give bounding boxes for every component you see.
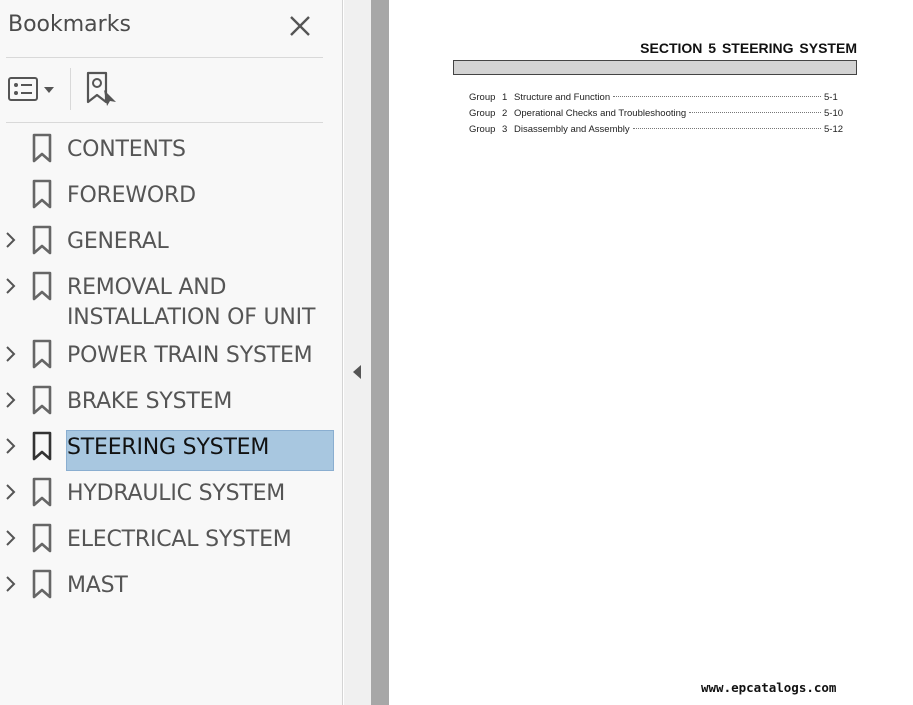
bookmark-icon [32,339,52,369]
toc-title: Disassembly and Assembly [514,124,630,135]
bookmark-item[interactable] [0,431,343,477]
chevron-right-icon[interactable] [4,437,18,455]
chevron-right-icon[interactable] [4,345,18,363]
toc-leader-dots [613,96,821,97]
new-bookmark-button[interactable] [82,70,122,110]
header-divider [6,57,323,58]
bookmark-icon [32,385,52,415]
chevron-right-icon[interactable] [4,483,18,501]
bookmark-label: POWER TRAIN SYSTEM [67,343,313,368]
chevron-right-icon[interactable] [4,391,18,409]
toc-row[interactable] [469,108,852,124]
chevron-right-icon[interactable] [4,231,18,249]
bookmark-icon [32,179,52,209]
triangle-left-icon [350,362,364,382]
bookmark-icon [32,477,52,507]
collapse-panel-button[interactable] [350,362,364,382]
toc-number: 3 [502,124,508,135]
bookmark-label: STEERING SYSTEM [66,430,334,471]
chevron-right-icon[interactable] [4,529,18,547]
toc-page-number: 5-10 [824,108,844,119]
bookmark-item[interactable] [0,225,343,271]
bookmark-item[interactable] [0,523,343,569]
toc-title: Operational Checks and Troubleshooting [514,108,687,119]
bookmark-label: MAST [67,573,128,598]
toc-page-number: 5-1 [824,92,838,103]
toc-number: 1 [502,92,508,103]
toc-page-number: 5-12 [824,124,844,135]
bookmark-label: HYDRAULIC SYSTEM [67,481,286,506]
section-bar [453,60,857,75]
panel-splitter[interactable] [344,0,371,705]
bookmark-item[interactable] [0,385,343,431]
toc-leader-dots [689,112,821,113]
chevron-right-icon[interactable] [4,575,18,593]
bookmark-icon [32,133,52,163]
bookmark-label: REMOVAL AND INSTALLATION OF UNIT [67,275,316,330]
bookmark-icon [32,225,52,255]
page-gutter [371,0,389,705]
toc-row[interactable] [469,92,852,108]
bookmark-icon [32,569,52,599]
toolbar-divider [6,122,323,123]
bookmark-icon [32,523,52,553]
table-of-contents [469,92,852,140]
options-button[interactable] [6,72,58,108]
bookmark-icon [32,271,52,301]
bookmark-item[interactable] [0,569,343,615]
bookmark-item[interactable] [0,179,343,225]
watermark: www.epcatalogs.com [701,680,837,695]
bookmark-label: ELECTRICAL SYSTEM [67,527,292,552]
bookmark-label: GENERAL [67,229,169,254]
bookmark-item[interactable] [0,339,343,385]
bookmark-item[interactable] [0,271,343,339]
bookmark-label: CONTENTS [67,137,186,162]
chevron-right-icon[interactable] [4,277,18,295]
toc-number: 2 [502,108,508,119]
list-options-icon [6,72,58,108]
toc-group: Group [469,108,496,119]
toc-group: Group [469,124,496,135]
section-title: SECTION 5 STEERING SYSTEM [640,40,857,56]
bookmark-icon [32,431,52,461]
close-icon [286,12,314,40]
bookmarks-panel [0,0,343,705]
new-bookmark-icon [82,70,122,110]
close-button[interactable] [286,12,314,40]
toc-leader-dots [633,128,821,129]
bookmark-label: FOREWORD [67,183,196,208]
toc-group: Group [469,92,496,103]
bookmark-item[interactable] [0,477,343,523]
toolbar-separator [70,68,71,110]
bookmark-item[interactable] [0,133,343,179]
toc-row[interactable] [469,124,852,140]
panel-title: Bookmarks [8,12,131,37]
document-page [389,0,913,705]
toc-title: Structure and Function [514,92,611,103]
bookmark-label: BRAKE SYSTEM [67,389,233,414]
